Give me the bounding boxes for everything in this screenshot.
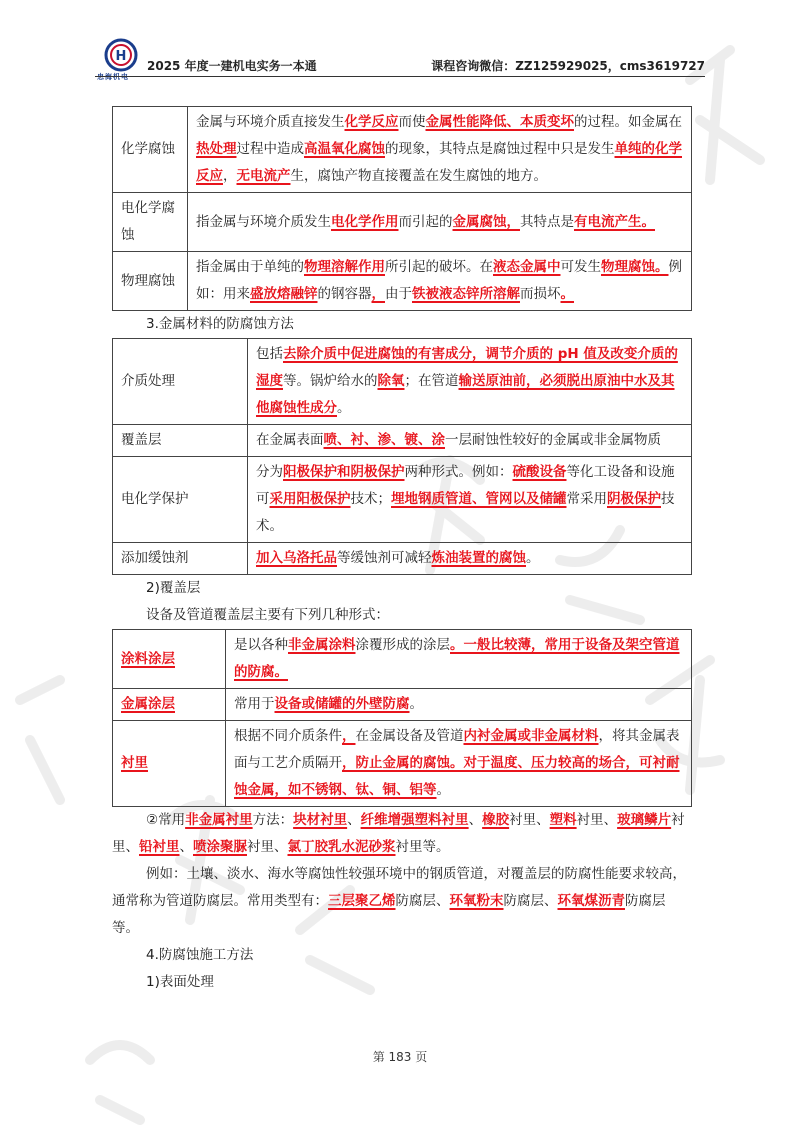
table-row	[113, 457, 692, 543]
highlighted-text: 化学反应	[344, 114, 399, 130]
highlighted-text: 加入乌洛托品	[256, 550, 337, 566]
row-description	[188, 252, 692, 311]
highlighted-text: 物理腐蚀。	[601, 259, 669, 275]
highlighted-text: 非金属衬里	[185, 812, 253, 828]
row-label-text: 衬里	[121, 755, 148, 771]
body-text: 其特点是	[520, 213, 574, 230]
highlighted-text: 液态金属中	[493, 259, 561, 275]
body-text: 由于	[385, 286, 412, 302]
table-row	[113, 425, 692, 457]
body-text: 指金属与环境介质发生	[196, 213, 331, 230]
body-text: 方法：	[252, 812, 294, 828]
highlighted-text: 金属性能降低、本质变坏	[425, 114, 574, 130]
body-text: 。	[409, 696, 423, 712]
highlighted-text: ，	[342, 728, 356, 744]
body-text: 而引起的	[398, 213, 453, 230]
row-description	[248, 543, 692, 575]
body-text: 防腐层、	[395, 893, 450, 909]
highlighted-text: 阴极保护	[607, 491, 661, 507]
sub-heading-surface: 1)表面处理	[146, 974, 214, 990]
highlighted-text: 阳极保护和阴极保护	[283, 464, 405, 480]
row-label	[113, 630, 226, 689]
highlighted-text: 物理溶解作用	[304, 259, 385, 275]
body-text: 而使	[398, 114, 426, 130]
body-text: 两种形式。例如：	[404, 464, 513, 480]
body-text: 衬里、	[112, 812, 685, 855]
anticorrosion-methods-body	[113, 339, 692, 575]
highlighted-text: 炼油装置的腐蚀	[431, 550, 526, 566]
sub-heading-coating: 2)覆盖层	[146, 580, 201, 596]
body-text: 衬里、	[576, 812, 618, 828]
body-text: 等化工设备和设施可	[256, 464, 675, 507]
highlighted-text: 硫酸设备	[512, 464, 567, 480]
header-divider	[95, 76, 705, 77]
table-row	[113, 543, 692, 575]
body-text: 可发生	[560, 259, 601, 275]
highlighted-text: 喷、衬、渗、镀、涂	[323, 432, 445, 448]
highlighted-text: 玻璃鳞片	[617, 812, 672, 828]
row-label: 覆盖层	[113, 425, 248, 457]
highlighted-text: 橡胶	[482, 812, 510, 828]
table-row	[113, 193, 692, 252]
body-text: 衬里、	[247, 839, 288, 855]
row-label	[113, 721, 226, 807]
row-description	[226, 630, 692, 689]
table-row	[113, 630, 692, 689]
body-text: 、	[468, 812, 483, 828]
header-title: 2025 年度一建机电实务一本通	[147, 59, 317, 73]
row-description	[248, 339, 692, 425]
body-text: 等缓蚀剂可减轻	[337, 550, 432, 566]
row-label: 物理腐蚀	[113, 252, 188, 311]
body-text: 衬里等。	[395, 839, 450, 855]
page-header	[95, 38, 705, 81]
body-text: 防腐层等。	[112, 893, 666, 936]
body-text: 的过程。如金属在	[574, 114, 682, 130]
row-description	[188, 193, 692, 252]
body-text: 的钢容器	[317, 286, 372, 302]
row-label	[113, 689, 226, 721]
highlighted-text: 内衬金属或非金属材料	[463, 728, 599, 744]
body-text: 在金属表面	[256, 432, 324, 448]
row-label: 添加缓蚀剂	[113, 543, 248, 575]
row-label: 化学腐蚀	[113, 107, 188, 193]
highlighted-text: 块材衬里	[293, 812, 348, 828]
body-text: 一层耐蚀性较好的金属或非金属物质	[445, 432, 661, 448]
highlighted-text: 埋地钢质管道、管网以及储罐	[391, 491, 567, 507]
highlighted-text: 三层聚乙烯	[328, 893, 396, 909]
body-text: 、	[179, 839, 193, 855]
highlighted-text: 设备或储罐的外壁防腐	[274, 696, 410, 712]
row-label-text: 涂料涂层	[121, 650, 175, 667]
section-heading-4: 4.防腐蚀施工方法	[146, 947, 254, 963]
coating-intro: 设备及管道覆盖层主要有下列几种形式：	[146, 607, 389, 623]
body-text: 根据不同介质条件	[234, 728, 342, 744]
row-label: 介质处理	[113, 339, 248, 425]
body-text: 涂覆形成的涂层	[355, 637, 450, 653]
highlighted-text: 铁被液态锌所溶解	[412, 286, 520, 302]
highlighted-text: 盛放熔融锌	[250, 286, 318, 302]
anticorrosion-methods-table	[112, 338, 692, 575]
highlighted-text: 。一般比较薄，常用于设备及架空管道的防腐。	[234, 637, 680, 680]
corrosion-types-body	[113, 107, 692, 311]
row-label: 电化学腐蚀	[113, 193, 188, 252]
highlighted-text: 环氧煤沥青	[557, 893, 625, 909]
table-row	[113, 252, 692, 311]
body-text: ②常用	[146, 812, 186, 828]
row-description	[248, 457, 692, 543]
highlighted-text: 金属腐蚀，	[452, 213, 520, 230]
body-text: ；在管道	[404, 373, 459, 389]
body-text: 等。锅炉给水的	[283, 373, 378, 389]
header-contact: 课程咨询微信：ZZ125929025，cms3619727	[431, 59, 705, 73]
body-text: 生，腐蚀产物直接覆盖在发生腐蚀的地方。	[290, 168, 547, 184]
body-text: 、	[347, 812, 361, 828]
table-row	[113, 107, 692, 193]
page-content	[112, 106, 692, 996]
highlighted-text: 高温氧化腐蚀	[304, 141, 385, 157]
body-text: 金属与环境介质直接发生	[196, 114, 345, 130]
body-text: 例如：用来	[196, 259, 682, 302]
lining-methods-paragraph	[112, 807, 692, 861]
svg-text:H: H	[115, 49, 127, 64]
highlighted-text: 氯丁胶乳水泥砂浆	[287, 839, 396, 855]
body-text: 。	[526, 550, 540, 566]
highlighted-text: 单纯的化学反应	[196, 141, 682, 184]
body-text: 常采用	[566, 491, 607, 507]
body-text: 包括	[256, 346, 283, 362]
table-row	[113, 339, 692, 425]
body-text: 技术。	[256, 491, 675, 534]
body-text: 防腐层、	[503, 893, 558, 909]
highlighted-text: 塑料	[549, 812, 577, 828]
highlighted-text: 去除介质中促进腐蚀的有害成分，调节介质的 pH 值及改变介质的湿度	[256, 346, 678, 389]
body-text: 的现象，其特点是腐蚀过程中只是发生	[385, 141, 615, 157]
highlighted-text: 有电流产生。	[574, 213, 655, 230]
body-text: 技术；	[350, 491, 391, 507]
body-text: ，将其金属表面与工艺介质隔开	[234, 728, 680, 771]
row-description	[188, 107, 692, 193]
row-label: 电化学保护	[113, 457, 248, 543]
highlighted-text: 热处理	[196, 141, 237, 157]
body-text: 衬里、	[509, 812, 550, 828]
body-text: 而损坏	[520, 286, 561, 302]
body-text: 常用于	[234, 696, 275, 712]
body-text: 是以各种	[234, 637, 288, 653]
highlighted-text: 喷涂聚脲	[193, 839, 247, 855]
body-text: 。	[436, 782, 450, 798]
highlighted-text: ，	[371, 286, 385, 302]
body-text: 过程中造成	[236, 141, 304, 157]
row-label-text: 金属涂层	[121, 696, 175, 712]
highlighted-text: 。	[560, 286, 574, 302]
coating-types-body	[113, 630, 692, 807]
corrosion-types-table	[112, 106, 692, 311]
logo-icon	[103, 38, 139, 74]
page-number: 第 183 页	[372, 1050, 428, 1064]
row-description	[226, 689, 692, 721]
body-text: 指金属由于单纯的	[196, 259, 304, 275]
highlighted-text: 纤维增强塑料衬里	[360, 812, 469, 828]
pipeline-example-paragraph	[112, 861, 692, 942]
body-text: 分为	[256, 464, 283, 480]
highlighted-text: 铅衬里	[139, 839, 180, 855]
body-text: 。	[337, 400, 351, 416]
row-description	[248, 425, 692, 457]
highlighted-text: 电化学作用	[331, 213, 399, 230]
body-text: 所引起的破坏。在	[385, 259, 493, 275]
body-text: 例如：土壤、淡水、海水等腐蚀性较强环境中的钢质管道，对覆盖层的防腐性能要求较高，通常称为管道防腐层。常用类型有：	[112, 866, 686, 909]
highlighted-text: 采用阳极保护	[269, 491, 351, 507]
highlighted-text: 输送原油前，必须脱出原油中水及其他腐蚀性成分	[256, 373, 675, 416]
highlighted-text: 非金属涂料	[288, 637, 356, 653]
coating-types-table	[112, 629, 692, 807]
section-heading-3: 3.金属材料的防腐蚀方法	[146, 316, 294, 332]
highlighted-text: 无电流产	[236, 168, 291, 184]
body-text: 在金属设备及管道	[355, 728, 464, 744]
table-row	[113, 721, 692, 807]
table-row	[113, 689, 692, 721]
logo-text: 忠海机电	[97, 73, 129, 81]
body-text: ，	[223, 168, 237, 184]
row-description	[226, 721, 692, 807]
highlighted-text: 除氧	[377, 373, 405, 389]
highlighted-text: ，防止金属的腐蚀。对于温度、压力较高的场合，可衬耐蚀金属，如不锈钢、钛、铜、铝等	[234, 755, 680, 798]
highlighted-text: 环氧粉末	[449, 893, 504, 909]
